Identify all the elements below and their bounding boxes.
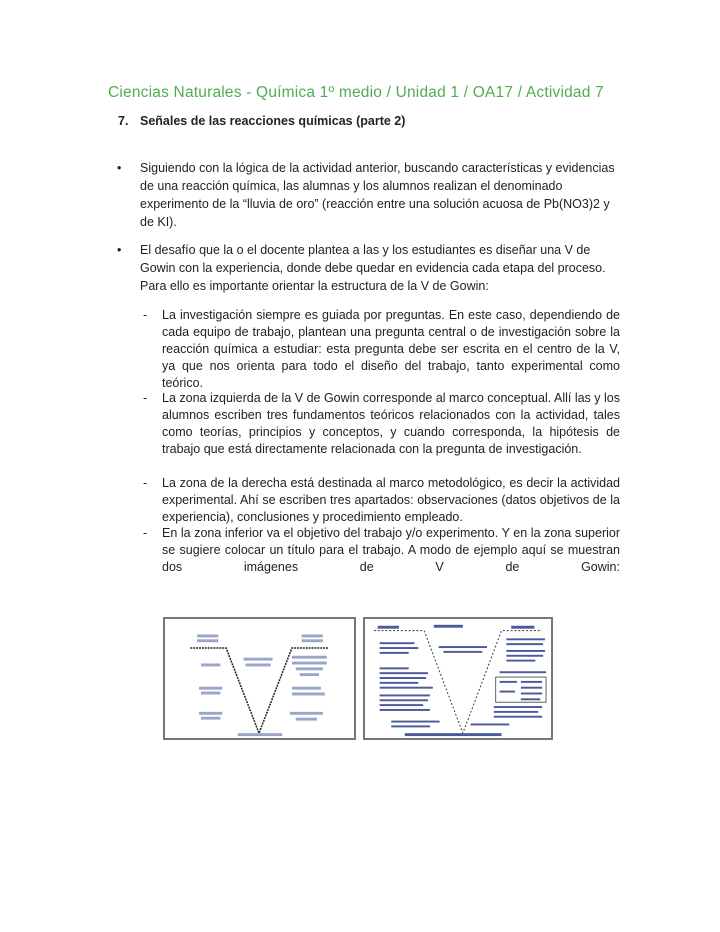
section-number: 7. [118,114,129,128]
section-title [118,114,405,128]
gowin-v-diagram-image-1 [163,617,356,740]
gowin-v-diagram-image-2 [363,617,553,740]
section-title-text: Señales de las reacciones químicas (parte 2) [140,114,406,128]
breadcrumb-header: Ciencias Naturales - Química 1º medio / Unidad 1 / OA17 / Actividad 7 [108,84,604,101]
dash-item [143,307,620,392]
dash-text: La investigación siempre es guiada por preguntas. En este caso, dependiendo de cada equipo de trabajo, plantean una pregunta central o de investigación sobre la reacción química a estudiar: esta pregunta debe ser escrita en el centro de la V, ya que nos orienta para todo el diseño del trabajo, tanto experimental como teórico. [162,308,620,390]
dash-item [143,475,620,526]
dash-marker: - [143,476,148,490]
dash-text: La zona de la derecha está destinada al marco metodológico, es decir la actividad experimental. Ahí se escriben tres apartados: observaciones (datos objetivos de la experiencia), conclusiones y procedimiento empleado. [162,476,620,524]
bullet-marker: • [117,243,122,257]
bullet-item [117,159,620,231]
bullet-text: Siguiendo con la lógica de la actividad anterior, buscando características y evidencias de una reacción química, las alumnas y los alumnos realizan el denominado experimento de la “lluvia de oro” (reacción entre una solución acuosa de Pb(NO3)2 y de KI). [140,161,615,229]
dash-item [143,525,620,576]
dash-marker: - [143,526,148,540]
dash-item [143,390,620,458]
bullet-text: El desafío que la o el docente plantea a las y los estudiantes es diseñar una V de Gowin con la experiencia, donde debe quedar en evidencia cada etapa del proceso. Para ello es importante orientar la estructura de la V de Gowin: [140,243,606,293]
dash-marker: - [143,308,148,322]
dash-marker: - [143,391,148,405]
bullet-marker: • [117,161,122,175]
dash-text: En la zona inferior va el objetivo del trabajo y/o experimento. Y en la zona superior se sugiere colocar un título para el trabajo. A modo de ejemplo aquí se muestran dos imágenes de V de Gowin: [162,526,620,574]
dash-text: La zona izquierda de la V de Gowin corresponde al marco conceptual. Allí las y los alumnos escriben tres fundamentos teóricos relacionados con la actividad, tales como teorías, principios y conceptos, y cuando corresponda, la hipótesis de trabajo que está directamente relacionada con la pregunta de investigación. [162,391,620,456]
bullet-item [117,241,620,295]
